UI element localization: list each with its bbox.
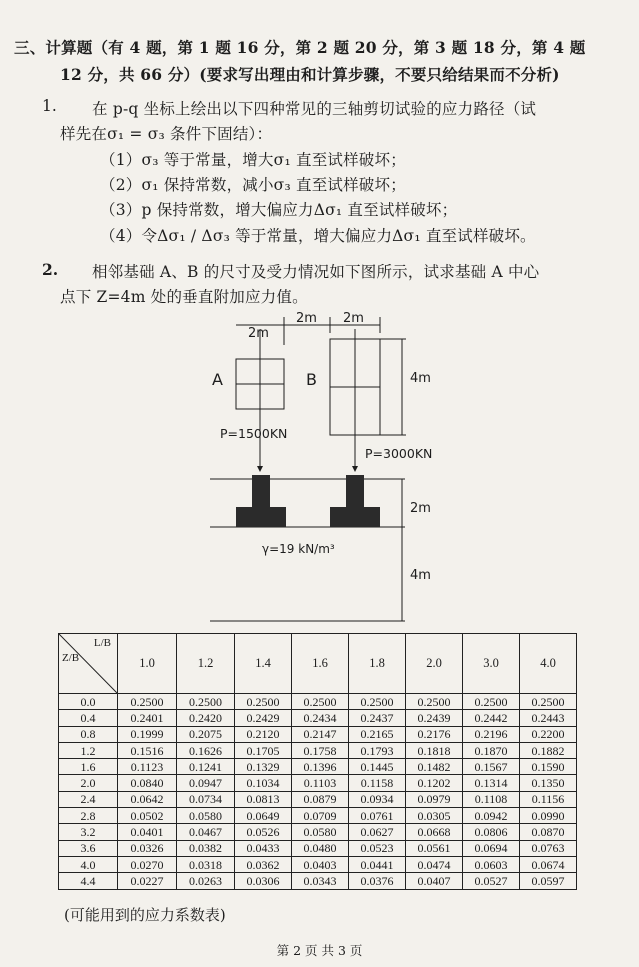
coefficient-cell: 0.1758 xyxy=(292,742,349,758)
coefficient-cell: 0.0403 xyxy=(292,856,349,872)
coefficient-cell: 0.0502 xyxy=(118,808,177,824)
table-row xyxy=(59,742,577,758)
coefficient-cell: 0.2500 xyxy=(406,694,463,710)
coefficient-cell: 0.0433 xyxy=(235,840,292,856)
table-row xyxy=(59,824,577,840)
coefficient-cell: 0.0761 xyxy=(349,808,406,824)
coefficient-cell: 0.0401 xyxy=(118,824,177,840)
coefficient-cell: 0.0870 xyxy=(520,824,577,840)
coefficient-cell: 0.0990 xyxy=(520,808,577,824)
coefficient-cell: 0.0523 xyxy=(349,840,406,856)
row-zb-value: 2.8 xyxy=(59,808,118,824)
coefficient-cell: 0.0326 xyxy=(118,840,177,856)
coefficient-cell: 0.2500 xyxy=(349,694,406,710)
coefficient-cell: 0.0407 xyxy=(406,873,463,889)
coefficient-cell: 0.2500 xyxy=(118,694,177,710)
coefficient-cell: 0.1123 xyxy=(118,759,177,775)
coefficient-cell: 0.2429 xyxy=(235,710,292,726)
coefficient-cell: 0.0480 xyxy=(292,840,349,856)
coefficient-cell: 0.0649 xyxy=(235,808,292,824)
table-row xyxy=(59,856,577,872)
coefficient-cell: 0.2401 xyxy=(118,710,177,726)
question-1-item-4: （4）令Δσ₁ / Δσ₃ 等于常量，增大偏应力Δσ₁ 直至试样破坏。 xyxy=(100,227,536,245)
coefficient-cell: 0.0263 xyxy=(177,873,235,889)
question-2-line2: 点下 Z=4m 处的垂直附加应力值。 xyxy=(60,288,308,306)
coefficient-cell: 0.0227 xyxy=(118,873,177,889)
column-header: 1.6 xyxy=(292,634,349,694)
dim-z-label: 4m xyxy=(410,568,431,583)
table-row xyxy=(59,726,577,742)
coefficient-cell: 0.1626 xyxy=(177,742,235,758)
coefficient-cell: 0.1999 xyxy=(118,726,177,742)
coefficient-cell: 0.2500 xyxy=(235,694,292,710)
row-zb-value: 3.2 xyxy=(59,824,118,840)
question-2-number: 2. xyxy=(42,260,59,279)
dim-a-width-label: 2m xyxy=(248,326,269,341)
coefficient-cell: 0.1108 xyxy=(463,791,520,807)
coefficient-cell: 0.0674 xyxy=(520,856,577,872)
coefficient-cell: 0.2434 xyxy=(292,710,349,726)
coefficient-cell: 0.2176 xyxy=(406,726,463,742)
footing-b-base xyxy=(330,507,380,527)
footing-b-label: B xyxy=(306,370,317,389)
footing-a-column xyxy=(252,475,270,507)
coefficient-cell: 0.0597 xyxy=(520,873,577,889)
coefficient-cell: 0.2443 xyxy=(520,710,577,726)
section-heading-line2: 12 分，共 66 分）(要求写出理由和计算步骤，不要只给结果而不分析) xyxy=(60,65,560,84)
coefficient-cell: 0.1445 xyxy=(349,759,406,775)
corner-lb-label: L/B xyxy=(93,637,111,649)
table-row xyxy=(59,775,577,791)
coefficient-cell: 0.0813 xyxy=(235,791,292,807)
table-row xyxy=(59,710,577,726)
footing-b-column xyxy=(346,475,364,507)
unit-weight-label: γ=19 kN/m³ xyxy=(262,542,335,556)
question-1-item-2: （2）σ₁ 保持常数，减小σ₃ 直至试样破坏； xyxy=(100,176,406,194)
row-zb-value: 0.8 xyxy=(59,726,118,742)
coefficient-cell: 0.0840 xyxy=(118,775,177,791)
footing-a-label: A xyxy=(212,370,223,389)
coefficient-cell: 0.0580 xyxy=(177,808,235,824)
coefficient-cell: 0.0318 xyxy=(177,856,235,872)
coefficient-cell: 0.2500 xyxy=(292,694,349,710)
coefficient-cell: 0.0474 xyxy=(406,856,463,872)
coefficient-cell: 0.0526 xyxy=(235,824,292,840)
coefficient-cell: 0.2165 xyxy=(349,726,406,742)
row-zb-value: 2.4 xyxy=(59,791,118,807)
coefficient-cell: 0.0642 xyxy=(118,791,177,807)
coefficient-cell: 0.1870 xyxy=(463,742,520,758)
coefficient-cell: 0.0806 xyxy=(463,824,520,840)
coefficient-cell: 0.0668 xyxy=(406,824,463,840)
coefficient-cell: 0.0979 xyxy=(406,791,463,807)
dim-b-length-label: 4m xyxy=(410,371,431,386)
row-zb-value: 4.4 xyxy=(59,873,118,889)
coefficient-cell: 0.2120 xyxy=(235,726,292,742)
coefficient-cell: 0.1329 xyxy=(235,759,292,775)
stress-coefficient-table xyxy=(58,633,577,890)
coefficient-cell: 0.1567 xyxy=(463,759,520,775)
row-zb-value: 1.6 xyxy=(59,759,118,775)
dim-gap-label: 2m xyxy=(296,311,317,326)
coefficient-cell: 0.1202 xyxy=(406,775,463,791)
question-1-line1: 在 p-q 坐标上绘出以下四种常见的三轴剪切试验的应力路径（试 xyxy=(92,100,537,118)
column-header: 1.2 xyxy=(177,634,235,694)
coefficient-cell: 0.0734 xyxy=(177,791,235,807)
coefficient-cell: 0.0441 xyxy=(349,856,406,872)
coefficient-cell: 0.1818 xyxy=(406,742,463,758)
column-header: 1.4 xyxy=(235,634,292,694)
coefficient-cell: 0.0709 xyxy=(292,808,349,824)
coefficient-cell: 0.2442 xyxy=(463,710,520,726)
question-1-line2: 样先在σ₁ = σ₃ 条件下固结）： xyxy=(60,125,273,143)
coefficient-cell: 0.2420 xyxy=(177,710,235,726)
coefficient-cell: 0.0580 xyxy=(292,824,349,840)
coefficient-cell: 0.1482 xyxy=(406,759,463,775)
coefficient-cell: 0.2147 xyxy=(292,726,349,742)
coefficient-cell: 0.2500 xyxy=(177,694,235,710)
coefficient-cell: 0.0306 xyxy=(235,873,292,889)
coefficient-cell: 0.1705 xyxy=(235,742,292,758)
question-1-item-1: （1）σ₃ 等于常量，增大σ₁ 直至试样破坏； xyxy=(100,151,406,169)
table-row xyxy=(59,791,577,807)
row-zb-value: 0.0 xyxy=(59,694,118,710)
coefficient-cell: 0.1516 xyxy=(118,742,177,758)
coefficient-cell: 0.2500 xyxy=(520,694,577,710)
coefficient-cell: 0.0627 xyxy=(349,824,406,840)
footing-a-base xyxy=(236,507,286,527)
dim-depth-label: 2m xyxy=(410,501,431,516)
coefficient-cell: 0.0763 xyxy=(520,840,577,856)
table-row xyxy=(59,840,577,856)
table-caption: (可能用到的应力系数表) xyxy=(64,906,226,924)
coefficient-cell: 0.1241 xyxy=(177,759,235,775)
coefficient-cell: 0.2075 xyxy=(177,726,235,742)
coefficient-cell: 0.1103 xyxy=(292,775,349,791)
table-row xyxy=(59,694,577,710)
coefficient-cell: 0.1882 xyxy=(520,742,577,758)
coefficient-cell: 0.1314 xyxy=(463,775,520,791)
coefficient-cell: 0.0382 xyxy=(177,840,235,856)
load-b-label: P=3000KN xyxy=(365,446,433,461)
column-header: 3.0 xyxy=(463,634,520,694)
corner-zb-label: Z/B xyxy=(62,652,80,664)
coefficient-cell: 0.0305 xyxy=(406,808,463,824)
coefficient-cell: 0.0879 xyxy=(292,791,349,807)
column-header: 4.0 xyxy=(520,634,577,694)
column-header: 2.0 xyxy=(406,634,463,694)
section-heading-line1: 三、计算题（有 4 题，第 1 题 16 分，第 2 题 20 分，第 3 题 18 分，第 4 题 xyxy=(14,38,586,57)
column-header: 1.0 xyxy=(118,634,177,694)
column-header: 1.8 xyxy=(349,634,406,694)
coefficient-cell: 0.0343 xyxy=(292,873,349,889)
coefficient-cell: 0.0527 xyxy=(463,873,520,889)
coefficient-cell: 0.1793 xyxy=(349,742,406,758)
row-zb-value: 3.6 xyxy=(59,840,118,856)
coefficient-cell: 0.0362 xyxy=(235,856,292,872)
coefficient-cell: 0.1396 xyxy=(292,759,349,775)
table-row xyxy=(59,759,577,775)
dim-b-width-label: 2m xyxy=(343,311,364,326)
coefficient-cell: 0.0561 xyxy=(406,840,463,856)
row-zb-value: 0.4 xyxy=(59,710,118,726)
coefficient-cell: 0.0376 xyxy=(349,873,406,889)
coefficient-cell: 0.1158 xyxy=(349,775,406,791)
coefficient-cell: 0.2439 xyxy=(406,710,463,726)
row-zb-value: 1.2 xyxy=(59,742,118,758)
coefficient-cell: 0.0947 xyxy=(177,775,235,791)
coefficient-cell: 0.1034 xyxy=(235,775,292,791)
coefficient-cell: 0.2437 xyxy=(349,710,406,726)
coefficient-cell: 0.0942 xyxy=(463,808,520,824)
coefficient-cell: 0.2200 xyxy=(520,726,577,742)
row-zb-value: 4.0 xyxy=(59,856,118,872)
table-row xyxy=(59,873,577,889)
question-1-number: 1. xyxy=(42,97,57,115)
load-a-label: P=1500KN xyxy=(220,426,288,441)
table-corner-cell xyxy=(59,634,118,694)
question-2-line1: 相邻基础 A、B 的尺寸及受力情况如下图所示，试求基础 A 中心 xyxy=(92,263,540,281)
coefficient-cell: 0.1156 xyxy=(520,791,577,807)
coefficient-cell: 0.0270 xyxy=(118,856,177,872)
coefficient-cell: 0.1590 xyxy=(520,759,577,775)
coefficient-cell: 0.0934 xyxy=(349,791,406,807)
table-header-row xyxy=(59,634,577,694)
question-1-item-3: （3）p 保持常数，增大偏应力Δσ₁ 直至试样破坏； xyxy=(100,201,458,219)
row-zb-value: 2.0 xyxy=(59,775,118,791)
coefficient-cell: 0.1350 xyxy=(520,775,577,791)
coefficient-cell: 0.2196 xyxy=(463,726,520,742)
coefficient-cell: 0.0694 xyxy=(463,840,520,856)
table-row xyxy=(59,808,577,824)
coefficient-cell: 0.0467 xyxy=(177,824,235,840)
page-footer: 第 2 页 共 3 页 xyxy=(276,943,363,958)
coefficient-cell: 0.2500 xyxy=(463,694,520,710)
foundation-figure xyxy=(180,305,440,630)
coefficient-cell: 0.0603 xyxy=(463,856,520,872)
